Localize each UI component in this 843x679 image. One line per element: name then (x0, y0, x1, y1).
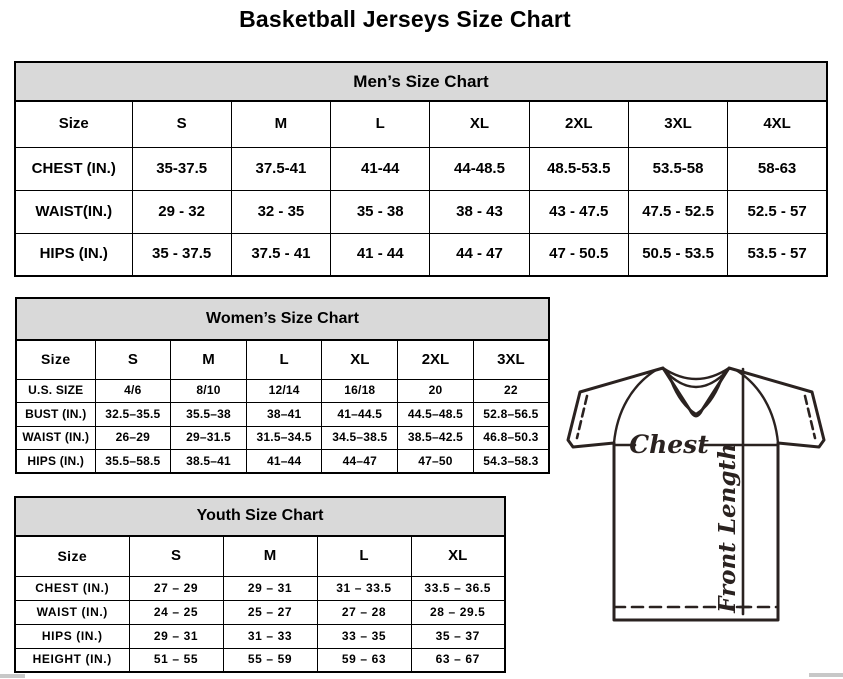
value-cell: 59 – 63 (317, 648, 411, 672)
value-cell: 29 – 31 (223, 576, 317, 600)
value-cell: 33.5 – 36.5 (411, 576, 505, 600)
value-cell: 4/6 (95, 379, 171, 403)
value-cell: 53.5 - 57 (728, 233, 827, 276)
value-cell: 47.5 - 52.5 (628, 190, 727, 233)
womens-table-title: Women’s Size Chart (16, 298, 549, 340)
value-cell: 53.5-58 (628, 147, 727, 190)
value-cell: 32.5–35.5 (95, 403, 171, 427)
value-cell: 31.5–34.5 (246, 426, 322, 450)
size-cell: L (331, 101, 430, 147)
row-label: BUST (IN.) (16, 403, 95, 427)
value-cell: 35.5–58.5 (95, 450, 171, 474)
page-title: Basketball Jerseys Size Chart (239, 6, 571, 32)
row-label: WAIST (IN.) (15, 600, 129, 624)
table-row (15, 233, 827, 276)
value-cell: 58-63 (728, 147, 827, 190)
size-header-row (16, 340, 549, 379)
size-cell: 3XL (473, 340, 549, 379)
value-cell: 35 - 38 (331, 190, 430, 233)
value-cell: 41–44 (246, 450, 322, 474)
value-cell: 38.5–41 (171, 450, 247, 474)
value-cell: 44-48.5 (430, 147, 529, 190)
value-cell: 28 – 29.5 (411, 600, 505, 624)
value-cell: 47–50 (398, 450, 474, 474)
table-row (15, 648, 505, 672)
size-cell: S (95, 340, 171, 379)
value-cell: 27 – 28 (317, 600, 411, 624)
size-cell: S (132, 101, 231, 147)
value-cell: 63 – 67 (411, 648, 505, 672)
jersey-measurement-diagram (556, 356, 842, 648)
value-cell: 44–47 (322, 450, 398, 474)
size-cell: XL (322, 340, 398, 379)
size-cell: L (317, 536, 411, 576)
row-label: HIPS (IN.) (15, 624, 129, 648)
size-cell: M (223, 536, 317, 576)
size-cell: M (231, 101, 330, 147)
table-row (15, 576, 505, 600)
value-cell: 38 - 43 (430, 190, 529, 233)
value-cell: 20 (398, 379, 474, 403)
row-label: HIPS (IN.) (15, 233, 132, 276)
jersey-outline (568, 368, 824, 620)
row-label: CHEST (IN.) (15, 147, 132, 190)
value-cell: 41-44 (331, 147, 430, 190)
table-row (15, 600, 505, 624)
front-length-label: Front Length (714, 443, 741, 613)
table-row (16, 403, 549, 427)
size-cell: XL (430, 101, 529, 147)
size-cell: 2XL (529, 101, 628, 147)
size-col-header: Size (16, 340, 95, 379)
scrollbar-fragment-right (809, 673, 843, 677)
table-row (16, 426, 549, 450)
size-cell: 2XL (398, 340, 474, 379)
value-cell: 27 – 29 (129, 576, 223, 600)
value-cell: 50.5 - 53.5 (628, 233, 727, 276)
value-cell: 33 – 35 (317, 624, 411, 648)
value-cell: 37.5-41 (231, 147, 330, 190)
table-row (16, 450, 549, 474)
row-label: WAIST (IN.) (16, 426, 95, 450)
value-cell: 32 - 35 (231, 190, 330, 233)
table-row (15, 624, 505, 648)
row-label: U.S. SIZE (16, 379, 95, 403)
value-cell: 51 – 55 (129, 648, 223, 672)
size-cell: 3XL (628, 101, 727, 147)
row-label: CHEST (IN.) (15, 576, 129, 600)
value-cell: 35 – 37 (411, 624, 505, 648)
size-cell: M (171, 340, 247, 379)
value-cell: 26–29 (95, 426, 171, 450)
value-cell: 35.5–38 (171, 403, 247, 427)
value-cell: 24 – 25 (129, 600, 223, 624)
value-cell: 52.8–56.5 (473, 403, 549, 427)
value-cell: 52.5 - 57 (728, 190, 827, 233)
value-cell: 12/14 (246, 379, 322, 403)
value-cell: 22 (473, 379, 549, 403)
size-cell: XL (411, 536, 505, 576)
value-cell: 29 – 31 (129, 624, 223, 648)
table-header-row (16, 298, 549, 340)
value-cell: 41–44.5 (322, 403, 398, 427)
row-label: WAIST(IN.) (15, 190, 132, 233)
jersey-diagram-svg (556, 356, 842, 648)
value-cell: 38.5–42.5 (398, 426, 474, 450)
value-cell: 46.8–50.3 (473, 426, 549, 450)
table-header-row (15, 62, 827, 101)
value-cell: 25 – 27 (223, 600, 317, 624)
size-header-row (15, 536, 505, 576)
table-header-row (15, 497, 505, 536)
table-row (15, 147, 827, 190)
value-cell: 8/10 (171, 379, 247, 403)
value-cell: 31 – 33.5 (317, 576, 411, 600)
value-cell: 35-37.5 (132, 147, 231, 190)
chest-label: Chest (629, 430, 709, 459)
value-cell: 44.5–48.5 (398, 403, 474, 427)
womens-size-table (15, 297, 550, 474)
value-cell: 35 - 37.5 (132, 233, 231, 276)
value-cell: 38–41 (246, 403, 322, 427)
size-col-header: Size (15, 101, 132, 147)
youth-table-title: Youth Size Chart (15, 497, 505, 536)
mens-size-table (14, 61, 828, 277)
table-row (16, 379, 549, 403)
value-cell: 31 – 33 (223, 624, 317, 648)
size-col-header: Size (15, 536, 129, 576)
size-cell: L (246, 340, 322, 379)
scrollbar-fragment-left (0, 674, 25, 678)
value-cell: 29 - 32 (132, 190, 231, 233)
size-cell: S (129, 536, 223, 576)
value-cell: 47 - 50.5 (529, 233, 628, 276)
value-cell: 55 – 59 (223, 648, 317, 672)
size-header-row (15, 101, 827, 147)
row-label: HIPS (IN.) (16, 450, 95, 474)
value-cell: 37.5 - 41 (231, 233, 330, 276)
value-cell: 34.5–38.5 (322, 426, 398, 450)
value-cell: 54.3–58.3 (473, 450, 549, 474)
value-cell: 44 - 47 (430, 233, 529, 276)
mens-table-title: Men’s Size Chart (15, 62, 827, 101)
row-label: HEIGHT (IN.) (15, 648, 129, 672)
value-cell: 48.5-53.5 (529, 147, 628, 190)
youth-size-table (14, 496, 506, 673)
value-cell: 41 - 44 (331, 233, 430, 276)
table-row (15, 190, 827, 233)
value-cell: 29–31.5 (171, 426, 247, 450)
value-cell: 43 - 47.5 (529, 190, 628, 233)
value-cell: 16/18 (322, 379, 398, 403)
size-cell: 4XL (728, 101, 827, 147)
